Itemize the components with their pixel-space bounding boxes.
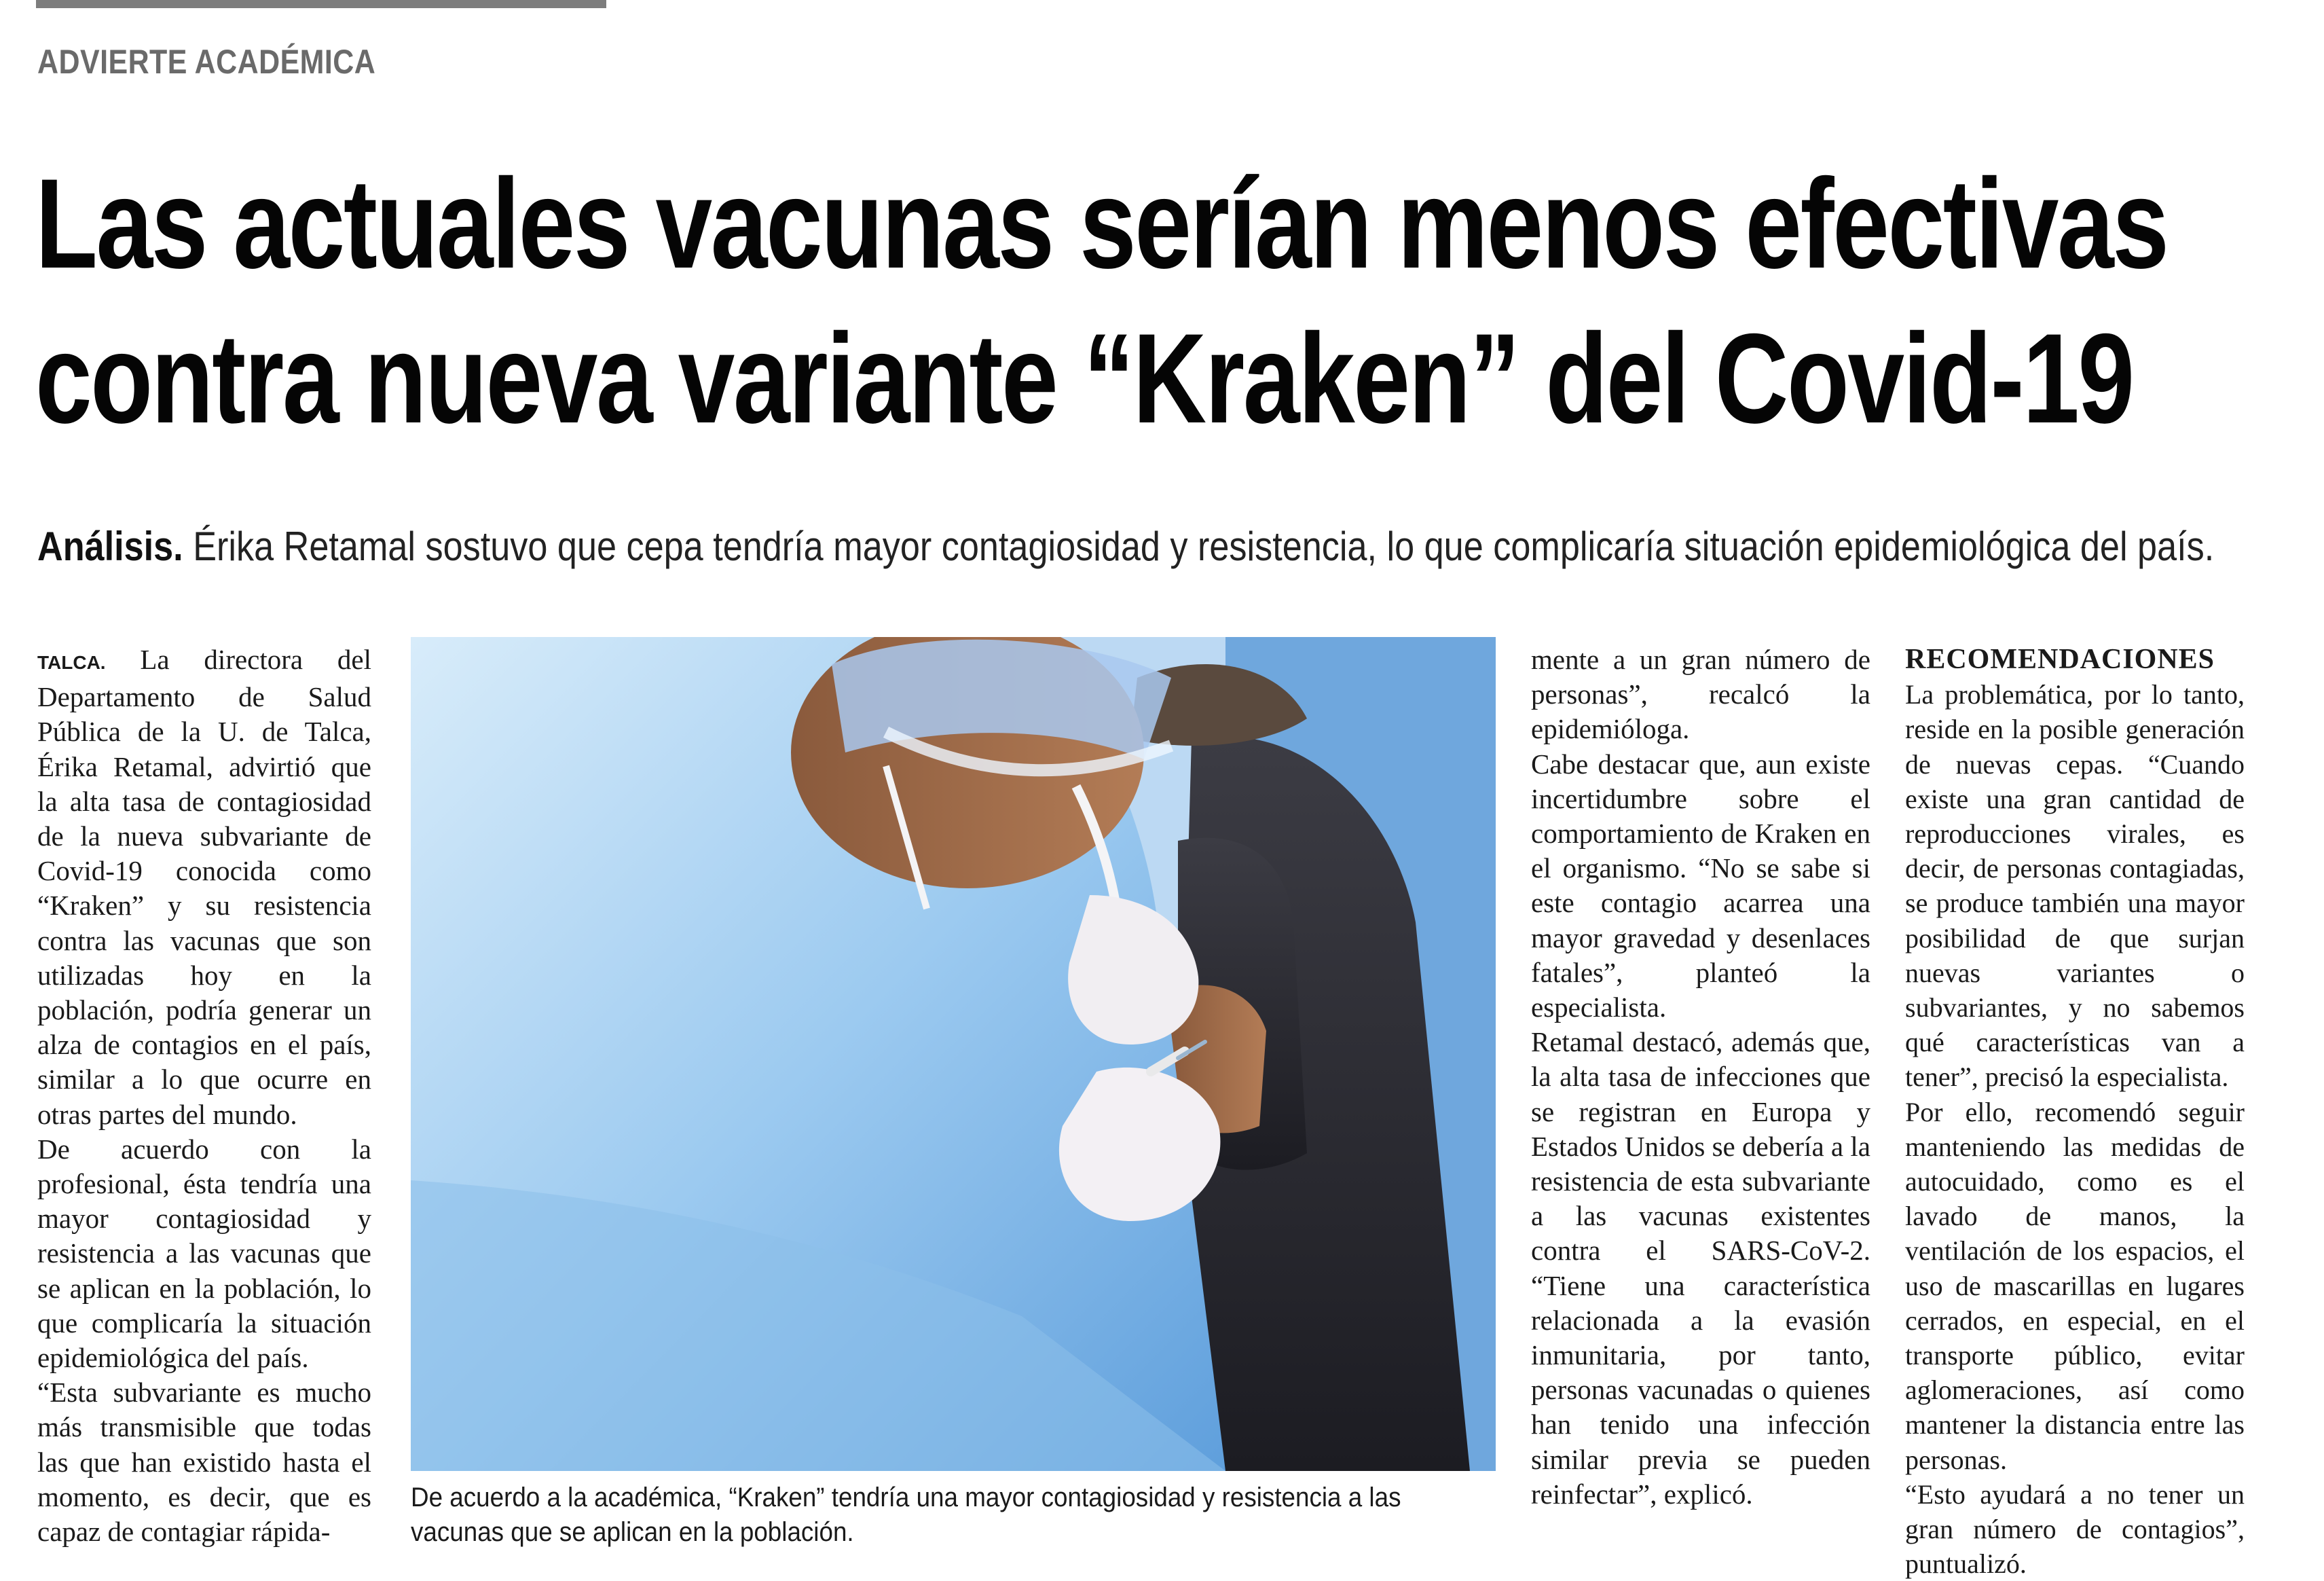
- subheading: RECOMENDACIONES: [1905, 644, 2215, 675]
- top-rule: [36, 0, 606, 8]
- photo-caption: De acuerdo a la académica, “Kraken” tendría una mayor contagiosidad y resistencia a las vacunas que se aplican en la población.: [411, 1483, 1401, 1547]
- deck-label: Análisis.: [37, 524, 183, 569]
- paragraph: Retamal destacó, además que, la alta tasa de infecciones que se registran en Europa y Estados Unidos se debería a la resistencia de esta subvariante a las vacunas existentes contra el SARS-CoV-2. “Tiene una característica relacionada a la evasión inmunitaria, por tanto, personas vacunadas o quienes han tenido una infección similar previa se pueden reinfectar”, explicó.: [1531, 1026, 1870, 1510]
- paragraph: Cabe destacar que, aun existe incertidumbre sobre el comportamiento de Kraken en el organismo. “No se sabe si este contagio acarrea una mayor gravedad y desenlaces fatales”, planteó la especialista.: [1531, 748, 1870, 1023]
- deck-text: Érika Retamal sostuvo que cepa tendría mayor contagiosidad y resistencia, lo que complicaría situación epidemiológica del país.: [193, 524, 2215, 569]
- paragraph-text: La directora del Departamento de Salud Pública de la U. de Talca, Érika Retamal, advirtió que la alta tasa de contagiosidad de la nueva subvariante de Covid-19 conocida como “Kraken” y su resistencia contra las vacunas que son utilizadas hoy en la población, podría generar un alza de contagios en el país, similar a lo que ocurre en otras partes del mundo.: [37, 644, 372, 1130]
- paragraph: [37, 642, 371, 1132]
- headline: [35, 146, 2310, 456]
- dateline: TALCA.: [37, 652, 106, 673]
- article-column-4: [1905, 642, 2245, 1581]
- section-kicker: ADVIERTE ACADÉMICA: [37, 43, 376, 81]
- article-photo: [411, 637, 1496, 1471]
- paragraph: mente a un gran número de personas”, recalcó la epidemióloga.: [1531, 644, 1870, 745]
- paragraph: Por ello, recomendó seguir manteniendo las medidas de autocuidado, como es el lavado de manos, la ventilación de los espacios, el uso de mascarillas en lugares cerrados, en especial, en el transporte público, evitar aglomeraciones, así como mantener la distancia entre las personas.: [1905, 1096, 2245, 1475]
- headline-line-1: Las actuales vacunas serían menos efectivas: [35, 152, 2168, 295]
- article-column-1: [37, 642, 371, 1549]
- deck: [37, 523, 2214, 570]
- paragraph: De acuerdo con la profesional, ésta tendría una mayor contagiosidad y resistencia a las vacunas que se aplican en la población, lo que complicaría la situación epidemiológica del país.: [37, 1133, 371, 1374]
- vaccination-photo-illustration: [411, 637, 1496, 1471]
- article-column-3: [1531, 642, 1870, 1512]
- paragraph: “Esto ayudará a no tener un gran número de contagios”, puntualizó.: [1905, 1478, 2245, 1580]
- headline-line-2: contra nueva variante “Kraken” del Covid-19: [35, 307, 2133, 450]
- paragraph: “Esta subvariante es mucho más transmisible que todas las que han existido hasta el momento, es decir, que es capaz de contagiar rápida-: [37, 1377, 371, 1548]
- paragraph: La problemática, por lo tanto, reside en la posible generación de nuevas cepas. “Cuando existe una gran cantidad de reproducciones virales, es decir, de personas contagiadas, se produce también una mayor posibilidad de que surjan nuevas variantes o subvariantes, y no sabemos qué características van a tener”, precisó la especialista.: [1905, 679, 2245, 1093]
